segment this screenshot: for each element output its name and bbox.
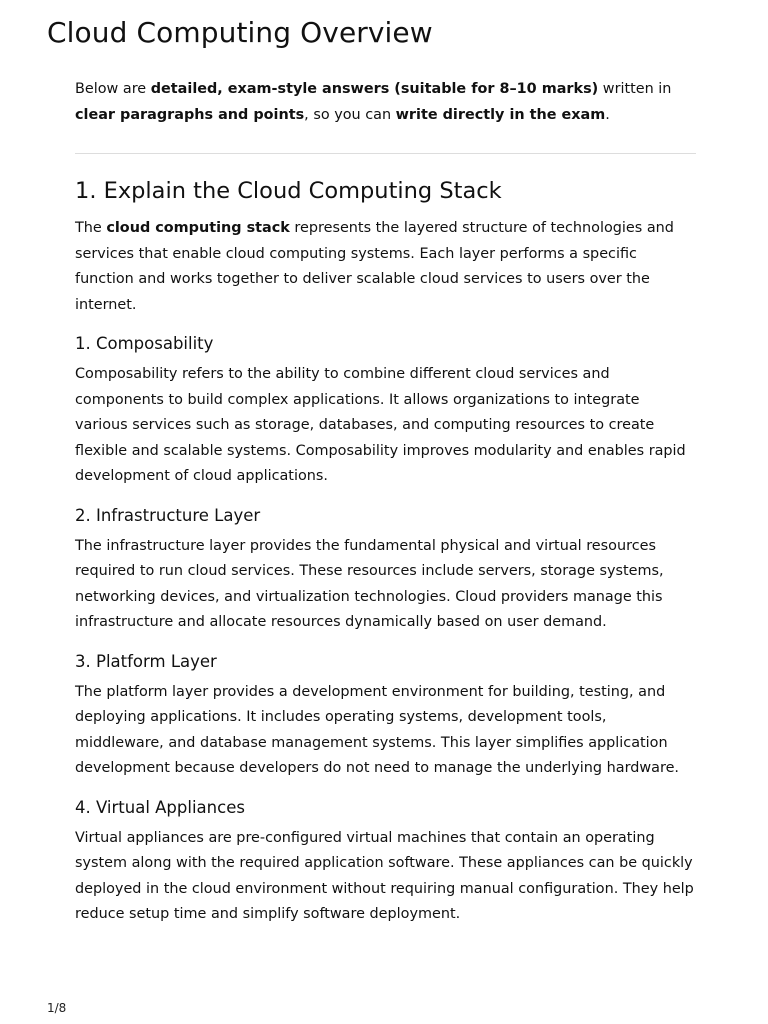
section-intro-bold: cloud computing stack xyxy=(106,220,290,236)
subsection-heading-virtual-appliances: 4. Virtual Appliances xyxy=(75,797,245,817)
subsection-heading-platform: 3. Platform Layer xyxy=(75,651,217,671)
intro-bold-2: clear paragraphs and points xyxy=(75,106,305,123)
intro-text-3: , so you can xyxy=(304,106,396,123)
intro-bold-1: detailed, exam-style answers (suitable for 8–10 marks) xyxy=(150,81,599,97)
intro-text-1: Below are xyxy=(75,81,151,97)
subsection-heading-composability: 1. Composability xyxy=(75,334,214,353)
subsection-body-infrastructure: The infrastructure layer provides the fundamental physical and virtual resources required to run cloud services. These resources include servers, storage systems, networking devices, and virtualization technologies. Cloud providers manage this infrastructure and allocate resources dynamically based on user demand. xyxy=(75,537,664,630)
section-heading: 1. Explain the Cloud Computing Stack xyxy=(75,178,502,204)
section-divider xyxy=(75,153,696,154)
intro-bold-3: write directly in the exam xyxy=(395,106,606,123)
section-intro-text-2: represents the layered structure of technologies and services that enable cloud computing systems. Each layer performs a specific function and works together to deliver scalable cloud services to users over the internet. xyxy=(75,220,674,313)
subsection-body-virtual-appliances: Virtual appliances are pre-configured virtual machines that contain an operating system along with the required application software. These appliances can be quickly deployed in the cloud environment without requiring manual configuration. They help reduce setup time and simplify software deployment. xyxy=(75,829,694,922)
intro-text-2: written in xyxy=(598,81,672,97)
section-intro-paragraph xyxy=(75,216,696,318)
page-number: 1/8 xyxy=(47,1001,67,1015)
intro-paragraph xyxy=(75,77,696,128)
subsection-body-composability: Composability refers to the ability to combine different cloud services and components to build complex applications. It allows organizations to integrate various services such as storage, databases, and computing resources to create flexible and scalable systems. Composability improves modularity and enables rapid development of cloud applications. xyxy=(75,366,686,484)
intro-text-4: . xyxy=(605,106,610,123)
page-title: Cloud Computing Overview xyxy=(47,16,433,49)
section-intro-text-1: The xyxy=(75,220,107,236)
document-body xyxy=(75,77,696,928)
subsection-heading-infrastructure: 2. Infrastructure Layer xyxy=(75,505,261,525)
subsection-body-platform: The platform layer provides a development environment for building, testing, and deploying applications. It includes operating systems, development tools, middleware, and database management systems. This layer simplifies application development because developers do not need to manage the underlying hardware. xyxy=(75,683,679,776)
